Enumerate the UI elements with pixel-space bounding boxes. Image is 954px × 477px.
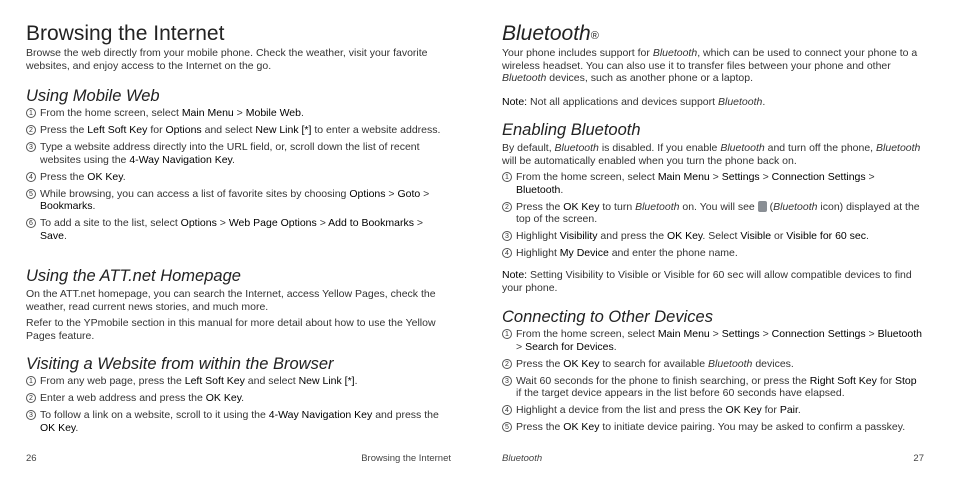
step-text: . [300,107,304,119]
step-text: Press the [40,170,88,183]
step-number: 1 [26,108,36,118]
step-text: . [241,392,245,404]
step-text: for [761,404,780,416]
step-text: Type a website address directly into the URL field, or, scroll down the list of recent websites using the [40,141,420,166]
step-text: > [420,187,430,200]
att-paragraph-1: On the ATT.net homepage, you can search the Internet, access Yellow Pages, check the weather, read current news stories, and much more. [26,288,436,313]
step-item [502,171,924,196]
step-text: > [216,217,229,229]
page-number: 27 [913,453,924,464]
step-text: . [63,229,67,242]
key-term: Bookmarks [40,200,93,212]
step-text: for [147,124,166,136]
step-item [502,230,924,243]
steps-connecting [502,328,924,438]
key-term: Settings [721,328,760,340]
step-text: > [413,217,424,229]
key-term: Main Menu [657,171,710,183]
step-item [502,358,924,371]
step-text: and press the [372,409,439,421]
registered-mark: ® [590,30,599,42]
footer-label: Bluetooth [502,453,543,464]
step-text: Press the [516,357,564,370]
step-text: . [354,375,358,387]
key-term: OK Key [563,357,600,370]
step-item [26,124,450,137]
key-term: My Device [559,247,609,259]
key-term: Pair [779,404,798,416]
key-term: Main Menu [181,107,234,119]
step-text: or [771,230,787,242]
step-number: 4 [502,248,512,258]
step-item [26,171,450,184]
section-heading-att-homepage: Using the ATT.net Homepage [26,267,241,285]
key-term: 4-Way Navigation Key [268,409,373,421]
steps-enabling-bluetooth [502,171,924,264]
step-number: 1 [26,376,36,386]
step-text: to initiate device pairing. You may be asked to confirm a passkey. [599,421,906,433]
step-item [502,247,924,260]
key-term: Right Soft Key [809,374,877,387]
step-text: To follow a link on a website, scroll to it using the [40,409,269,421]
key-term: Visible [740,230,772,242]
key-term: Connection Settings [771,171,866,183]
step-text: icon) displayed at the top of the screen. [516,200,920,225]
step-text: > [709,328,722,340]
enabling-paragraph: By default, Bluetooth is disabled. If you enable Bluetooth and turn off the phone, Bluetooth will be automatically enabled when you turn the phone back on. [502,142,921,167]
step-item [26,141,450,166]
step-text: to search for available [599,357,709,370]
step-text: . [75,421,79,434]
steps-mobile-web [26,107,450,247]
key-term: New Link [*] [255,124,312,136]
key-term: OK Key [40,421,76,434]
key-term: OK Key [87,170,123,183]
step-item [502,375,924,400]
step-text: > [233,107,246,119]
step-number: 5 [26,189,36,199]
step-number: 3 [502,231,512,241]
step-text: . [797,404,801,416]
bluetooth-icon [758,201,767,212]
key-term: OK Key [563,200,600,213]
step-number: 5 [502,422,512,432]
section-heading-enabling-bluetooth: Enabling Bluetooth [502,121,641,139]
key-term: Bluetooth [877,328,922,340]
step-text: From the home screen, select [40,107,182,119]
bluetooth-intro: Your phone includes support for Bluetooth, which can be used to connect your phone to a wireless headset. You can also use it to transfer files between your phone and other Bluetooth devices, such as another phone or a laptop. [502,47,918,84]
step-text: Highlight a device from the list and press the [516,404,726,416]
step-number: 2 [502,202,512,212]
key-term: OK Key [666,230,703,242]
key-term: Connection Settings [771,328,866,340]
key-term: Left Soft Key [87,124,148,136]
step-item [26,107,450,120]
step-text: to turn [599,200,636,213]
step-text: . [92,200,96,212]
key-term: Visibility [559,230,598,242]
step-text: and select [244,375,299,387]
step-text: Press the [516,421,564,433]
step-text: While browsing, you can access a list of favorite sites by choosing [40,187,350,200]
key-term: OK Key [205,392,242,404]
key-term: Mobile Web [245,107,301,119]
italic-term: Bluetooth [708,357,753,370]
step-text: ( [766,200,774,213]
page-title: Browsing the Internet [26,22,225,45]
step-text: > [759,328,772,340]
step-item [502,421,924,434]
step-text: . [613,340,617,353]
step-text: From the home screen, select [516,328,658,340]
step-text: if the target device appears in the list before 60 seconds have elapsed. [516,387,845,399]
step-item [26,188,450,213]
italic-term: Bluetooth [635,200,680,213]
step-text: and select [201,124,256,136]
key-term: New Link [*] [298,375,355,387]
page-title-bluetooth: Bluetooth® [502,22,599,45]
note-visibility: Note: Setting Visibility to Visible or Visible for 60 sec will allow compatible devices to find your phone. [502,269,912,294]
step-text: To add a site to the list, select [40,217,181,229]
section-heading-connecting: Connecting to Other Devices [502,308,713,326]
step-text: on. You will see [679,200,758,213]
step-text: From any web page, press the [40,375,185,387]
step-item [26,375,450,388]
key-term: Left Soft Key [184,375,245,387]
key-term: Search for Devices [525,340,614,353]
step-number: 3 [26,142,36,152]
key-term: Stop [895,374,917,387]
page-number: 26 [26,453,37,464]
step-text: . [866,230,869,242]
left-page [26,0,450,477]
key-term: Goto [397,187,421,200]
step-text: Press the [516,200,564,213]
step-text: for [876,374,895,387]
footer-label: Browsing the Internet [361,453,451,464]
step-number: 4 [26,172,36,182]
step-text: > [865,328,878,340]
step-item [502,328,924,353]
step-text: > [865,171,875,183]
att-paragraph-2: Refer to the YPmobile section in this manual for more detail about how to use the Yellow Pages feature. [26,317,436,342]
step-text: > [316,217,329,229]
step-text: > [385,187,398,200]
note-support: Note: Not all applications and devices support Bluetooth. [502,96,766,108]
step-text: Highlight [516,247,560,259]
step-text: . [232,153,235,166]
key-term: Web Page Options [228,217,317,229]
step-text: Wait 60 seconds for the phone to finish searching, or press the [516,374,810,387]
step-number: 2 [26,393,36,403]
key-term: Save [40,229,64,242]
step-number: 4 [502,405,512,415]
step-text: Enter a web address and press the [40,392,206,404]
key-term: Main Menu [657,328,710,340]
key-term: Options [349,187,386,200]
right-page [502,0,924,477]
step-text: Highlight [516,230,560,242]
step-number: 1 [502,172,512,182]
key-term: Add to Bookmarks [328,217,414,229]
step-text: to enter a website address. [311,124,441,136]
step-number: 3 [26,410,36,420]
key-term: 4-Way Navigation Key [129,153,233,166]
step-text: . [560,183,564,196]
step-number: 2 [26,125,36,135]
step-text: and press the [597,230,667,242]
step-text: . [122,170,126,183]
section-heading-visiting-website: Visiting a Website from within the Browser [26,355,334,373]
key-term: Options [180,217,217,229]
step-number: 2 [502,359,512,369]
key-term: Bluetooth [516,183,561,196]
key-term: Visible for 60 sec [786,230,867,242]
key-term: OK Key [563,421,600,433]
step-item [502,201,924,226]
step-number: 6 [26,218,36,228]
step-item [502,404,924,417]
step-text: > [759,171,772,183]
step-item [26,217,450,242]
step-text: Press the [40,124,88,136]
section-heading-mobile-web: Using Mobile Web [26,87,160,105]
step-item [26,409,450,434]
step-item [26,392,450,405]
step-text: . Select [702,230,741,242]
step-text: From the home screen, select [516,171,658,183]
italic-term: Bluetooth [773,200,818,213]
step-text: > [709,171,722,183]
key-term: Options [165,124,202,136]
step-text: > [516,340,526,353]
key-term: OK Key [725,404,762,416]
intro-paragraph: Browse the web directly from your mobile phone. Check the weather, visit your favorite websites, and enjoy access to the Internet on the go. [26,47,428,72]
step-number: 1 [502,329,512,339]
steps-visiting-website [26,375,450,439]
step-text: devices. [752,357,794,370]
key-term: Settings [721,171,760,183]
step-text: and enter the phone name. [608,247,738,259]
step-number: 3 [502,376,512,386]
